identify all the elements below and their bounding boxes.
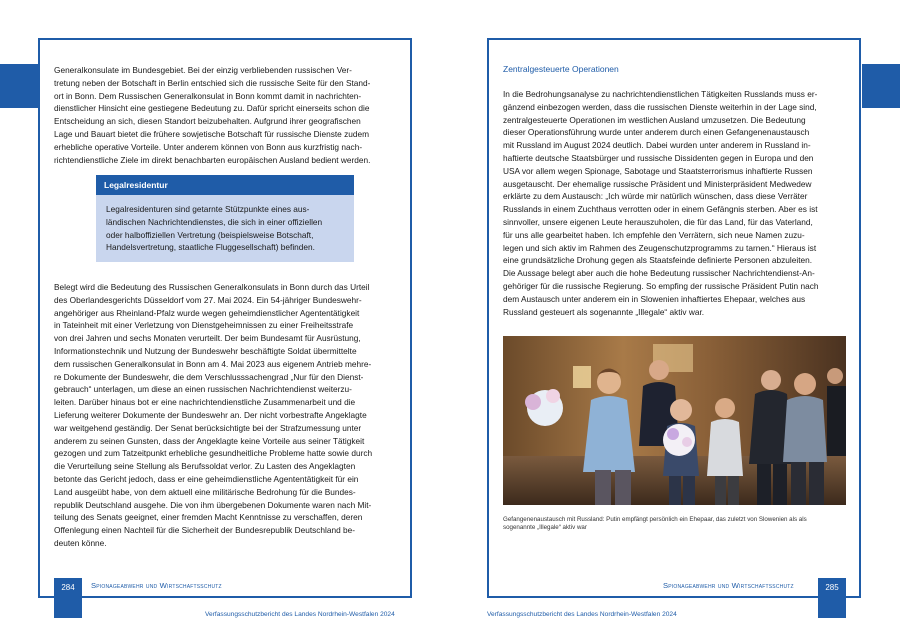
right-paragraph-1: In die Bedrohungsanalyse zu nachrichtendienstlichen Tätigkeiten Russlands muss er- gänzend einbezogen werden, dass die russischen Dienste weiterhin in der Lage sind, zentralgesteuerte Operationen im westlichen Ausland umzusetzen. Die Bedeutung dieser Operationsführung wurde unter anderem durch einen Gefangenenaustausch mit Russland im August 2024 deutlich. Dabei wurden unter anderem in Russland in- haftierte deutsche Staatsbürger und russische Dissidenten gegen in Europa und den USA vor allem wegen Spionage, Sabotage und Staatsterrorismus inhaftierte Russen ausgetauscht. Der ehemalige russische Präsident und Ministerpräsident Medwedew erklärte zu dem Austausch: „Ich würde mir natürlich wünschen, dass diese Verräter Russlands in einem Zuchthaus verrotten oder in einem Gefängnis sterben. Aber es ist sinnvoller, unsere eigenen Leute herauszuholen, die für das Land, für das Vaterland, für uns alle gearbeitet haben. Ich empfehle den Verrätern, sich neue Namen zuzu- legen und sich aktiv im Rahmen des Zeugenschutzprogramms zu tarnen.“ Hieraus ist eine grundsätzliche Drohung gegen als Staatsfeinde definierte Personen abzuleiten. Die Aussage belegt aber auch die hohe Bedeutung russischer Nachrichtendienst-An- gehöriger für die russische Regierung. So empfing der russische Präsident Putin nach dem Austausch unter anderem ein in Slowenien inhaftiertes Ehepaar, welches aus Russland gesteuert als sogenannte „Illegale“ aktiv war. bbox=[503, 89, 819, 317]
left-paragraph-1: Generalkonsulate im Bundesgebiet. Bei der einzig verbliebenden russischen Ver- tretung neben der Botschaft in Berlin entschied sich die russische Seite für den Stand- ort in Bonn. Dem Russischen Generalkonsulat in Bonn kommt damit in nachrichten- dienstlicher Hinsicht eine gestiegene Bedeutung zu. Dafür spricht einerseits schon die Entscheidung an sich, diesen Standort beizubehalten. Aufgrund ihrer geografischen Lage und Bauart bietet die frühere sowjetische Botschaft für russische Dienste zudem erhebliche operative Vorteile. Unter anderem können von Bonn aus kurzfristig nach- richtendienstliche Ziele im direkt benachbarten europäischen Ausland bedient werden. bbox=[54, 65, 371, 165]
definition-box-text: Legalresidenturen sind getarnte Stützpunkte eines aus- ländischen Nachrichtendienstes, die sich in einer offiziellen oder halboffiziellen Vertretung (beispielsweise Botschaft, Handelsvertretung, staatliche Fluggesellschaft) befinden. bbox=[96, 195, 354, 262]
left-paragraph-2: Belegt wird die Bedeutung des Russischen Generalkonsulats in Bonn durch das Urteil des Oberlandesgerichts Düsseldorf vom 27. Mai 2024. Ein 54-jähriger Bundeswehr- angehöriger aus Rheinland-Pfalz wurde wegen geheimdienstlicher Agententätigkeit in Tateinheit mit einer Verletzung von Dienstgeheimnissen zu einer Freiheitsstrafe von drei Jahren und sechs Monaten verurteilt. Der beim Bundesamt für Ausrüstung, Informationstechnik und Nutzung der Bundeswehr beschäftigte Soldat übermittelte dem russischen Generalkonsulat in Bonn am 4. Mai 2023 aus eigenem Antrieb mehre- re Dokumente der Bundeswehr, die dem Verschlusssachengrad „Nur für den Dienst- gebrauch“ unterlagen, um diese an einen russischen Nachrichtendienst weiterzu- leiten. Darüber hinaus bot er eine nachrichtendienstliche Zusammenarbeit und die Lieferung weiterer Dokumente der Bundeswehr an. Der nicht vorbestrafte Angeklagte war weitgehend geständig. Der Senat berücksichtigte bei der Strafzumessung unter anderem zu seinen Gunsten, dass der Angeklagte keine Vorteile aus seiner Tätigkeit gezogen und zum Tatzeitpunkt erhebliche gesundheitliche Probleme hatte sowie durch die Verurteilung seine Stellung als Berufssoldat verlor. Zu Lasten des Angeklagten betonte das Gericht jedoch, dass er eine geheimdienstliche Agententätigkeit für ein Land ausgeübt habe, von dem aktuell eine militärische Bedrohung für die Bundes- republik Deutschland ausgehe. Die von ihm übergebenen Dokumente waren nach Mit- teilung des Senats geeignet, einer fremden Macht Kenntnisse zu verschaffen, deren Offenlegung einen Nachteil für die Sicherheit der Bundesrepublik Deutschland be- deuten könne. bbox=[54, 282, 373, 548]
left-edge-tab bbox=[0, 64, 38, 108]
section-title: Zentralgesteuerte Operationen bbox=[503, 64, 619, 74]
left-page-number: 284 bbox=[54, 578, 82, 618]
right-edge-tab bbox=[862, 64, 900, 108]
right-chapter-label: Spionageabwehr und Wirtschaftsschutz bbox=[663, 581, 794, 590]
left-footer: Verfassungsschutzbericht des Landes Nordrhein-Westfalen 2024 bbox=[205, 611, 395, 618]
definition-box-title: Legalresidentur bbox=[96, 175, 354, 195]
definition-box bbox=[96, 175, 354, 262]
photo-illustration bbox=[503, 336, 846, 505]
photo-caption: Gefangenenaustausch mit Russland: Putin empfängt persönlich ein Ehepaar, das zuletzt von Slowenien als als sogenannte „Illegale“ aktiv war bbox=[503, 516, 807, 531]
prisoner-exchange-photo bbox=[503, 336, 846, 505]
right-footer: Verfassungsschutzbericht des Landes Nordrhein-Westfalen 2024 bbox=[487, 611, 677, 618]
left-chapter-label: Spionageabwehr und Wirtschaftsschutz bbox=[91, 581, 222, 590]
right-page-number: 285 bbox=[818, 578, 846, 618]
